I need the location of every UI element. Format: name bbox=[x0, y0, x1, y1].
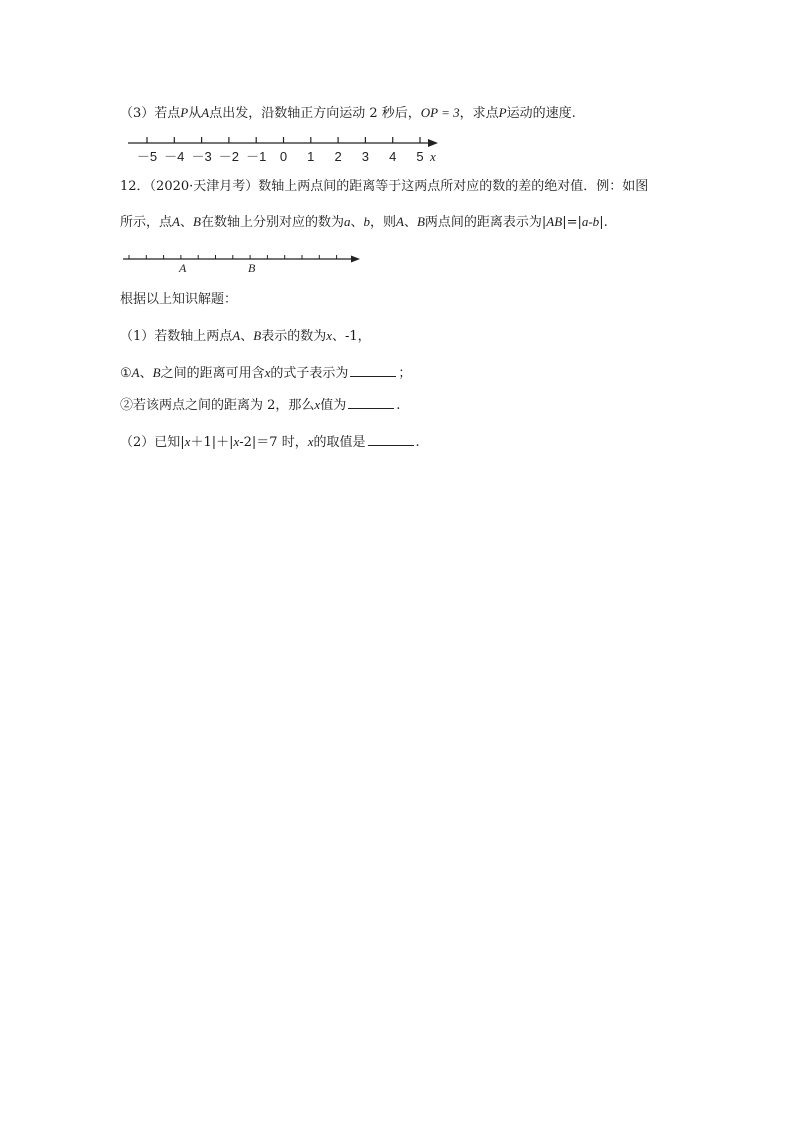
part1a-text: ①A、B之间的距离可用含x的式子表示为 ； bbox=[120, 365, 412, 381]
axis1-var-label: x bbox=[430, 149, 436, 164]
axis1-tick-label: 5 bbox=[416, 149, 424, 164]
number-line-2 bbox=[0, 0, 794, 300]
part2-text: （2）已知|x＋1|＋|x-2|＝7 时，x的取值是 . bbox=[120, 434, 420, 450]
knowledge-text: 根据以上知识解题： bbox=[120, 292, 238, 307]
axis1-tick-label: 4 bbox=[389, 149, 397, 164]
axis1-tick-label: 2 bbox=[334, 149, 342, 164]
axis1-tick-label: 3 bbox=[361, 149, 370, 164]
answer-blank-2[interactable] bbox=[348, 396, 394, 409]
point-b-label: B bbox=[248, 261, 256, 275]
part1b-text: ②若该两点之间的距离为 2，那么x值为 . bbox=[120, 397, 401, 413]
axis1-tick-label: －1 bbox=[246, 149, 267, 164]
q11-part3-text: （3）若点P从A点出发，沿数轴正方向运动 2 秒后，OP = 3，求点P运动的速度. bbox=[120, 105, 576, 121]
axis1-tick-label: －5 bbox=[136, 149, 158, 164]
q12-line2: 所示，点A、B在数轴上分别对应的数为a、b，则A、B两点间的距离表示为|AB|=|a-b|. bbox=[120, 214, 608, 230]
q12-line1: 12．（2020·天津月考）数轴上两点间的距离等于这两点所对应的数的差的绝对值．例：如图 bbox=[120, 179, 649, 194]
axis1-tick-label: －3 bbox=[191, 149, 212, 164]
part1-text: （1）若数轴上两点A、B表示的数为x、-1， bbox=[120, 328, 371, 344]
point-a-label: A bbox=[179, 261, 187, 275]
equation-op: OP = 3 bbox=[420, 105, 460, 120]
answer-blank-3[interactable] bbox=[368, 433, 414, 446]
axis1-tick-label: 0 bbox=[279, 149, 288, 164]
axis1-tick-label: －4 bbox=[164, 149, 185, 164]
answer-blank-1[interactable] bbox=[350, 364, 396, 377]
axis1-tick-label: －2 bbox=[218, 149, 240, 164]
axis1-tick-label: 1 bbox=[307, 149, 315, 164]
